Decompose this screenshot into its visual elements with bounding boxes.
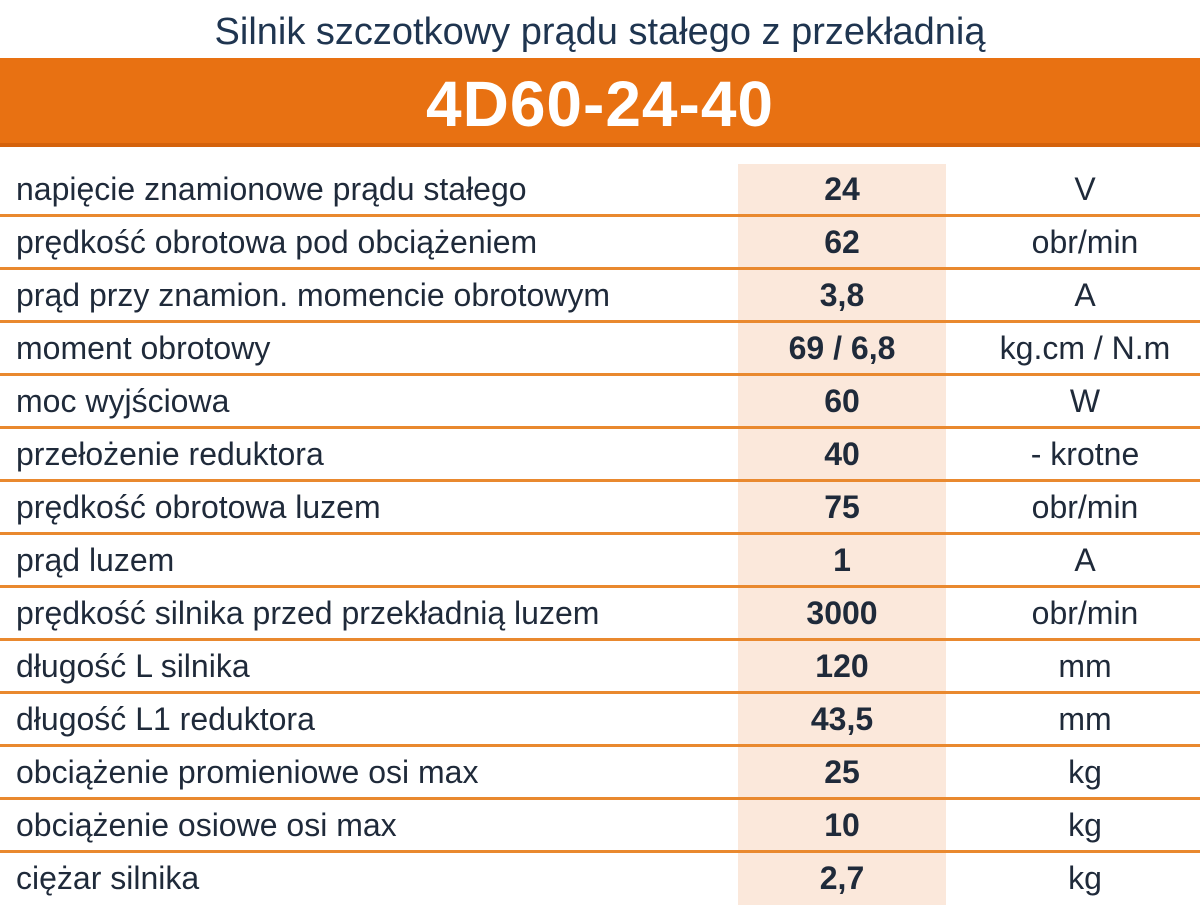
- param-label: przełożenie reduktora: [16, 436, 324, 472]
- param-label: prędkość obrotowa luzem: [16, 489, 381, 525]
- param-unit: kg.cm / N.m: [999, 330, 1171, 366]
- param-unit: V: [1074, 171, 1096, 207]
- param-unit: obr/min: [1031, 595, 1139, 631]
- param-value: 25: [824, 754, 860, 790]
- param-value: 120: [815, 648, 869, 684]
- table-row: [0, 217, 1200, 270]
- param-label: obciążenie osiowe osi max: [16, 807, 397, 843]
- param-label: moment obrotowy: [16, 330, 271, 366]
- param-label: prąd luzem: [16, 542, 175, 578]
- param-value: 1: [833, 542, 851, 578]
- param-label: długość L1 reduktora: [16, 701, 315, 737]
- param-label: napięcie znamionowe prądu stałego: [16, 171, 527, 207]
- param-value: 24: [824, 171, 860, 207]
- product-subtitle: Silnik szczotkowy prądu stałego z przekładnią: [214, 11, 986, 53]
- table-row: [0, 588, 1200, 641]
- param-unit: A: [1074, 277, 1096, 313]
- param-label: obciążenie promieniowe osi max: [16, 754, 479, 790]
- table-row: [0, 535, 1200, 588]
- param-unit: kg: [1068, 754, 1102, 790]
- table-row: [0, 694, 1200, 747]
- model-banner: [0, 58, 1200, 147]
- param-label: prąd przy znamion. momencie obrotowym: [16, 277, 611, 313]
- spec-table: [0, 164, 1200, 905]
- param-unit: kg: [1068, 807, 1102, 843]
- param-value: 2,7: [819, 860, 865, 896]
- table-row: [0, 641, 1200, 694]
- param-value: 43,5: [810, 701, 874, 737]
- param-value: 10: [824, 807, 860, 843]
- param-unit: obr/min: [1031, 224, 1139, 260]
- table-row: [0, 747, 1200, 800]
- table-row: [0, 853, 1200, 906]
- table-row: [0, 800, 1200, 853]
- table-row: [0, 164, 1200, 217]
- param-unit: mm: [1058, 648, 1112, 684]
- param-unit: mm: [1058, 701, 1112, 737]
- param-value: 75: [824, 489, 860, 525]
- param-label: prędkość obrotowa pod obciążeniem: [16, 224, 538, 260]
- param-value: 3000: [806, 595, 878, 631]
- param-label: długość L silnika: [16, 648, 250, 684]
- param-unit: A: [1074, 542, 1096, 578]
- param-value: 40: [824, 436, 860, 472]
- model-title: 4D60-24-40: [426, 68, 774, 140]
- table-row: [0, 376, 1200, 429]
- param-unit: - krotne: [1030, 436, 1140, 472]
- param-value: 62: [824, 224, 860, 260]
- param-unit: W: [1069, 383, 1101, 419]
- table-row: [0, 482, 1200, 535]
- param-label: ciężar silnika: [16, 860, 200, 896]
- param-label: prędkość silnika przed przekładnią luzem: [16, 595, 600, 631]
- param-label: moc wyjściowa: [16, 383, 230, 419]
- table-row: [0, 429, 1200, 482]
- param-value: 69 / 6,8: [788, 330, 896, 366]
- table-row: [0, 270, 1200, 323]
- param-unit: obr/min: [1031, 489, 1139, 525]
- param-value: 60: [824, 383, 860, 419]
- param-value: 3,8: [819, 277, 865, 313]
- param-unit: kg: [1068, 860, 1102, 896]
- table-row: [0, 323, 1200, 376]
